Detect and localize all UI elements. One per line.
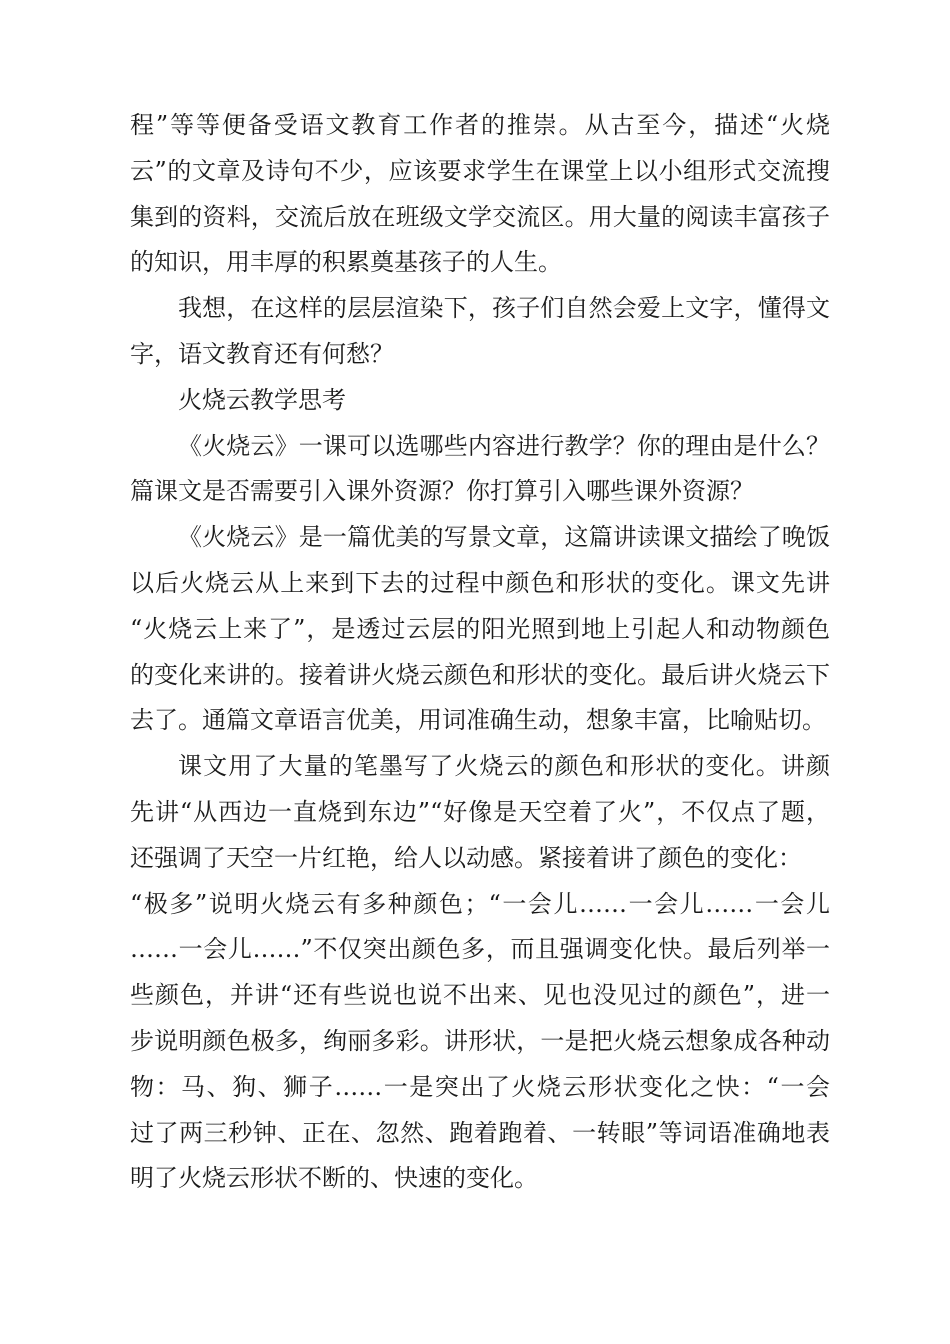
text-line: 些颜色，并讲“还有些说也说不出来、见也没见过的颜色”，进一 — [130, 981, 830, 1010]
section-heading: 火烧云教学思考 — [178, 385, 346, 414]
text-line: 的变化来讲的。接着讲火烧云颜色和形状的变化。最后讲火烧云下 — [130, 660, 830, 689]
text-line: 还强调了天空一片红艳，给人以动感。紧接着讲了颜色的变化： — [130, 843, 802, 872]
text-line: 明了火烧云形状不断的、快速的变化。 — [130, 1164, 538, 1193]
text-line: 篇课文是否需要引入课外资源？你打算引入哪些课外资源？ — [130, 477, 754, 506]
text-line: “火烧云上来了”，是透过云层的阳光照到地上引起人和动物颜色 — [130, 614, 830, 643]
text-line: 《火烧云》是一篇优美的写景文章，这篇讲读课文描绘了晚饭 — [178, 523, 830, 552]
text-line: ……一会儿……”不仅突出颜色多，而且强调变化快。最后列举一 — [130, 935, 830, 964]
text-line: 过了两三秒钟、正在、忽然、跑着跑着、一转眼”等词语准确地表 — [130, 1118, 830, 1147]
text-line: 《火烧云》一课可以选哪些内容进行教学？你的理由是什么？ — [178, 431, 830, 460]
text-line: 去了。通篇文章语言优美，用词准确生动，想象丰富，比喻贴切。 — [130, 706, 826, 735]
text-line: “极多”说明火烧云有多种颜色；“一会儿……一会儿……一会儿 — [130, 889, 830, 918]
text-line: 我想，在这样的层层渲染下，孩子们自然会爱上文字，懂得文 — [178, 294, 830, 323]
text-line: 程”等等便备受语文教育工作者的推崇。从古至今，描述“火烧 — [130, 111, 830, 139]
text-line: 步说明颜色极多，绚丽多彩。讲形状，一是把火烧云想象成各种动 — [130, 1026, 830, 1055]
text-line: 物：马、狗、狮子……一是突出了火烧云形状变化之快：“一会 — [130, 1072, 830, 1101]
text-line: 课文用了大量的笔墨写了火烧云的颜色和形状的变化。讲颜 — [178, 752, 830, 781]
text-line: 的知识，用丰厚的积累奠基孩子的人生。 — [130, 248, 562, 277]
document-body — [130, 103, 830, 1202]
text-line: 云”的文章及诗句不少，应该要求学生在课堂上以小组形式交流搜 — [130, 156, 830, 185]
text-line: 以后火烧云从上来到下去的过程中颜色和形状的变化。课文先讲 — [130, 568, 830, 597]
text-line: 字，语文教育还有何愁？ — [130, 339, 394, 368]
text-line: 集到的资料，交流后放在班级文学交流区。用大量的阅读丰富孩子 — [130, 202, 830, 231]
text-line: 先讲“从西边一直烧到东边”“好像是天空着了火”，不仅点了题， — [130, 797, 830, 826]
